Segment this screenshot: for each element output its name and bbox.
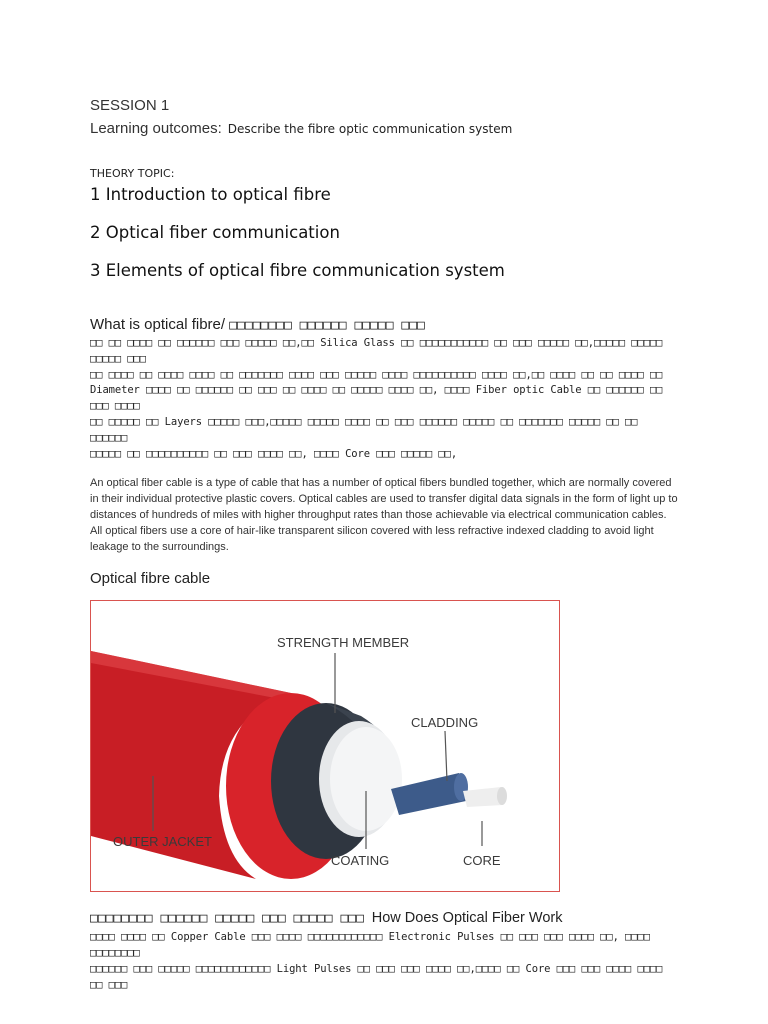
label-outer-jacket: OUTER JACKET — [113, 834, 212, 850]
heading-hindi: □□□□□□□□ □□□□□□ □□□□□ □□□ □□□□□ □□□ — [90, 911, 372, 927]
hindi-line: □□□□□ □□ □□□□□□□□□□ □□ □□□ □□□□ □□, □□□□ Core □□□ □□□□□ □□, — [90, 447, 458, 460]
heading-english: How Does Optical Fiber Work — [371, 910, 563, 927]
cladding — [391, 773, 466, 815]
session-title: SESSION 1 — [90, 97, 170, 114]
hindi-line: Diameter □□□□ □□ □□□□□□ □□ □□□ □□ □□□□ □□ □□□□□ □□□□ □□, □□□□ Fiber optic Cable □□ □□□□□□ □□ □□□ □□□□ — [90, 384, 663, 413]
section-heading-what-is-optical-fibre — [90, 316, 680, 335]
hindi-line: □□□□ □□□□ □□ Copper Cable □□□ □□□□ □□□□□□□□□□□□ Electronic Pulses □□ □□□ □□□ □□□□ □□, □□□□ □□□□□□□□ — [90, 931, 650, 960]
hindi-line: □□ □□ □□□□ □□ □□□□□□ □□□ □□□□□ □□,□□ Silica Glass □□ □□□□□□□□□□□ □□ □□□ □□□□□ □□,□□□□□ □□□□□ □□□□□ □□□ — [90, 337, 663, 365]
hindi-paragraph — [90, 336, 680, 462]
figure-heading: Optical fibre cable — [90, 570, 211, 588]
hindi-line: □□□□□□ □□□ □□□□□ □□□□□□□□□□□□ Light Pulses □□ □□□ □□□ □□□□ □□,□□□□ □□ Core □□□ □□□ □□□□ □□□□ □□ □□□ — [90, 962, 663, 991]
label-cladding: CLADDING — [411, 715, 479, 731]
hindi-paragraph-2 — [90, 930, 680, 993]
label-strength-member: STRENGTH MEMBER — [277, 635, 410, 651]
heading-hindi: □□□□□□□□ □□□□□□ □□□□□ □□□ — [229, 318, 425, 333]
core — [463, 787, 503, 807]
label-coating: COATING — [331, 853, 390, 869]
learning-outcomes-label: Learning outcomes: — [90, 120, 222, 137]
topic-2: 2 Optical fiber communication — [90, 223, 340, 242]
english-paragraph: An optical fiber cable is a type of cable that has a number of optical fibers bundled together, which are normally covered in their individual protective plastic covers. Optical cables are used to transfer digital data signals in the form of light up to distances of hundreds of miles with higher throughput rates than those achievable via electrical communication cables. All optical fibers use a core of hair-like transparent silicon covered with less refractive indexed cladding to avoid light leakage to the surroundings. — [90, 477, 678, 553]
hindi-line: □□ □□□□ □□ □□□□ □□□□ □□ □□□□□□□ □□□□ □□□ □□□□□ □□□□ □□□□□□□□□□ □□□□ □□,□□ □□□□ □□ □□ □□□□ □□ — [90, 368, 663, 381]
topic-3: 3 Elements of optical fibre communication system — [90, 261, 505, 280]
section-heading-how-does-optical-fiber-work — [90, 909, 680, 928]
label-core: CORE — [463, 853, 501, 869]
heading-english: What is optical fibre/ — [90, 316, 230, 333]
theory-topic-label: THEORY TOPIC: — [90, 167, 175, 180]
optical-fibre-cable-figure — [90, 600, 560, 892]
learning-outcomes-text: Describe the fibre optic communication system — [227, 122, 513, 136]
learning-outcomes — [90, 119, 680, 139]
document-page — [90, 96, 680, 994]
cable-illustration — [91, 601, 559, 891]
hindi-line: □□ □□□□□ □□ Layers □□□□□ □□□,□□□□□ □□□□□ □□□□ □□ □□□ □□□□□□ □□□□□ □□ □□□□□□□ □□□□□ □□ □□ □□□□□□ — [90, 415, 638, 444]
topic-1: 1 Introduction to optical fibre — [90, 185, 331, 204]
